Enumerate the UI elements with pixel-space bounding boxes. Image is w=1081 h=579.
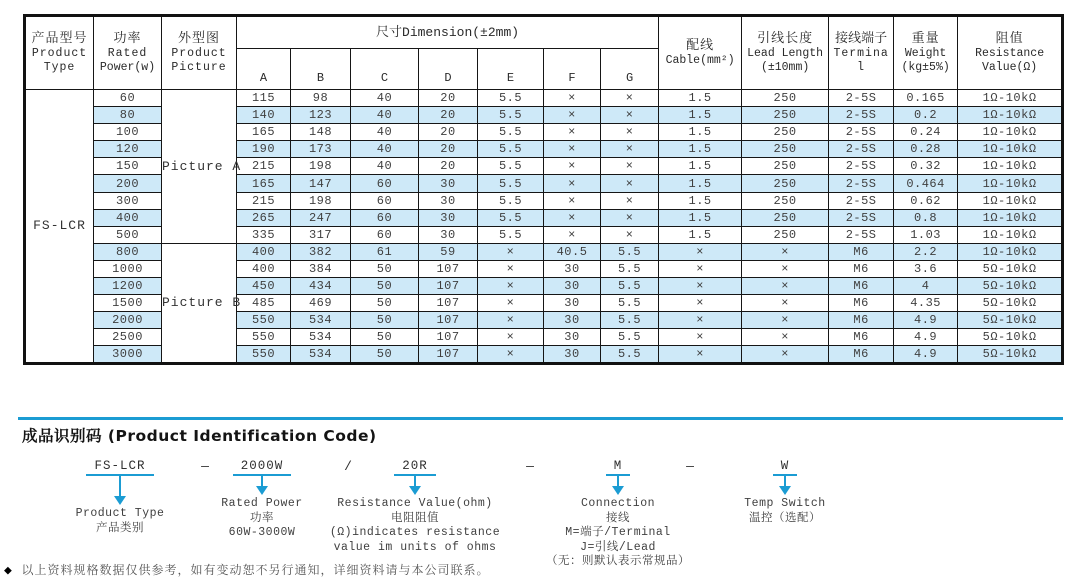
code-segment: 20R: [394, 459, 436, 476]
resistance-cell: 5Ω-10kΩ: [958, 312, 1063, 329]
dim-b-cell: 382: [291, 243, 351, 260]
cable-cell: ×: [659, 312, 742, 329]
weight-cell: 0.62: [894, 192, 958, 209]
dim-c-cell: 50: [351, 260, 419, 277]
power-cell: 120: [94, 141, 162, 158]
power-cell: 1200: [94, 278, 162, 295]
dim-f-cell: ×: [544, 107, 601, 124]
dim-d-cell: 107: [419, 329, 478, 346]
cable-cell: ×: [659, 329, 742, 346]
terminal-cell: M6: [829, 278, 894, 295]
power-cell: 60: [94, 90, 162, 107]
code-label-line: Rated Power: [221, 497, 303, 510]
arrow-stem: [414, 476, 416, 486]
slash-separator: /: [344, 459, 352, 474]
dim-g-cell: ×: [601, 107, 659, 124]
terminal-cell: 2-5S: [829, 192, 894, 209]
dim-c-cell: 40: [351, 90, 419, 107]
dim-g-cell: 5.5: [601, 312, 659, 329]
terminal-cell: M6: [829, 312, 894, 329]
dim-c-cell: 50: [351, 312, 419, 329]
lead-length-cell: 250: [742, 226, 829, 243]
dash-separator: —: [686, 459, 694, 474]
cable-cell: 1.5: [659, 158, 742, 175]
dim-d-cell: 20: [419, 107, 478, 124]
dim-b-cell: 534: [291, 346, 351, 363]
dim-d-cell: 20: [419, 124, 478, 141]
lead-length-cell: ×: [742, 260, 829, 277]
power-cell: 200: [94, 175, 162, 192]
dim-c-cell: 60: [351, 192, 419, 209]
cable-cell: ×: [659, 295, 742, 312]
dim-e-cell: 5.5: [478, 192, 544, 209]
col-header-dim-d: D: [419, 49, 478, 90]
dim-f-cell: 40.5: [544, 243, 601, 260]
dim-c-cell: 40: [351, 158, 419, 175]
cable-cell: ×: [659, 243, 742, 260]
dim-b-cell: 148: [291, 124, 351, 141]
terminal-cell: M6: [829, 260, 894, 277]
dim-e-cell: 5.5: [478, 90, 544, 107]
code-segment: M: [606, 459, 631, 476]
dim-f-cell: ×: [544, 209, 601, 226]
dim-d-cell: 59: [419, 243, 478, 260]
terminal-cell: 2-5S: [829, 209, 894, 226]
dim-a-cell: 140: [237, 107, 291, 124]
dim-a-cell: 450: [237, 278, 291, 295]
dim-d-cell: 30: [419, 226, 478, 243]
dim-f-cell: 30: [544, 295, 601, 312]
terminal-cell: M6: [829, 243, 894, 260]
resistance-cell: 1Ω-10kΩ: [958, 209, 1063, 226]
code-label-line: (Ω)indicates resistance: [329, 526, 501, 539]
spec-table: [23, 14, 1064, 365]
col-header-product-type: 产品型号 Product Type: [25, 16, 94, 90]
code-segment: W: [773, 459, 798, 476]
lead-length-cell: ×: [742, 346, 829, 363]
lead-length-cell: 250: [742, 124, 829, 141]
note-bullet: ◆: [4, 563, 12, 578]
col-header-dim-g: G: [601, 49, 659, 90]
code-part-label: [330, 497, 500, 555]
code-label-line: Product Type: [75, 507, 165, 520]
col-header-cable: 配线 Cable(mm²): [659, 16, 742, 90]
power-cell: 1500: [94, 295, 162, 312]
lead-length-cell: 250: [742, 209, 829, 226]
dim-e-cell: ×: [478, 295, 544, 312]
dim-g-cell: 5.5: [601, 243, 659, 260]
dim-g-cell: 5.5: [601, 278, 659, 295]
dim-b-cell: 434: [291, 278, 351, 295]
dim-e-cell: ×: [478, 329, 544, 346]
lead-length-cell: ×: [742, 329, 829, 346]
picture-cell: Picture B: [162, 243, 237, 363]
resistance-cell: 5Ω-10kΩ: [958, 260, 1063, 277]
dim-d-cell: 107: [419, 295, 478, 312]
weight-cell: 4.9: [894, 329, 958, 346]
dim-a-cell: 550: [237, 312, 291, 329]
code-label-line: value im units of ohms: [333, 540, 497, 554]
cable-cell: 1.5: [659, 107, 742, 124]
dash-separator: —: [526, 459, 534, 474]
dim-g-cell: 5.5: [601, 295, 659, 312]
col-header-dim-f: F: [544, 49, 601, 90]
dim-e-cell: 5.5: [478, 107, 544, 124]
dim-a-cell: 190: [237, 141, 291, 158]
resistance-cell: 1Ω-10kΩ: [958, 226, 1063, 243]
dim-g-cell: ×: [601, 192, 659, 209]
down-arrow-icon: [409, 486, 421, 495]
dim-d-cell: 20: [419, 158, 478, 175]
weight-cell: 0.464: [894, 175, 958, 192]
power-cell: 3000: [94, 346, 162, 363]
code-part-label: [221, 497, 302, 541]
dim-d-cell: 30: [419, 192, 478, 209]
dim-g-cell: ×: [601, 158, 659, 175]
cable-cell: 1.5: [659, 124, 742, 141]
dim-e-cell: 5.5: [478, 141, 544, 158]
power-cell: 800: [94, 243, 162, 260]
resistance-cell: 1Ω-10kΩ: [958, 124, 1063, 141]
dim-b-cell: 534: [291, 329, 351, 346]
table-row: [25, 243, 1063, 260]
lead-length-cell: 250: [742, 158, 829, 175]
col-header-dim-e: E: [478, 49, 544, 90]
dim-f-cell: 30: [544, 260, 601, 277]
code-part-label: [76, 507, 165, 536]
dim-b-cell: 534: [291, 312, 351, 329]
dim-d-cell: 30: [419, 175, 478, 192]
lead-length-cell: ×: [742, 278, 829, 295]
code-label-line: （无：则默认表示常规品）: [546, 555, 690, 568]
id-code-diagram: [0, 459, 1081, 570]
cable-cell: 1.5: [659, 175, 742, 192]
weight-cell: 0.8: [894, 209, 958, 226]
power-cell: 80: [94, 107, 162, 124]
resistance-cell: 5Ω-10kΩ: [958, 329, 1063, 346]
dim-b-cell: 198: [291, 192, 351, 209]
code-label-line: J=引线/Lead: [580, 540, 656, 554]
col-header-weight: 重量 Weight (kg±5%): [894, 16, 958, 90]
down-arrow-icon: [779, 486, 791, 495]
weight-cell: 4: [894, 278, 958, 295]
truncated-note: [4, 561, 1004, 578]
dim-a-cell: 335: [237, 226, 291, 243]
dim-c-cell: 50: [351, 346, 419, 363]
col-header-rated-power: 功率 Rated Power(w): [94, 16, 162, 90]
dim-c-cell: 61: [351, 243, 419, 260]
lead-length-cell: 250: [742, 141, 829, 158]
weight-cell: 0.28: [894, 141, 958, 158]
lead-length-cell: 250: [742, 90, 829, 107]
table-row: [25, 90, 1063, 107]
dim-g-cell: ×: [601, 90, 659, 107]
dim-a-cell: 215: [237, 192, 291, 209]
col-header-resistance: 阻值 Resistance Value(Ω): [958, 16, 1063, 90]
arrow-stem: [119, 476, 121, 496]
col-header-dim-a: A: [237, 49, 291, 90]
product-type-cell: FS-LCR: [25, 90, 94, 364]
cable-cell: ×: [659, 346, 742, 363]
dim-b-cell: 317: [291, 226, 351, 243]
dim-b-cell: 98: [291, 90, 351, 107]
dim-f-cell: ×: [544, 226, 601, 243]
dash-separator: —: [201, 459, 209, 474]
code-label-line: 产品类别: [95, 521, 144, 535]
dim-d-cell: 107: [419, 278, 478, 295]
dim-a-cell: 215: [237, 158, 291, 175]
section-divider-line: [18, 417, 1063, 420]
dim-d-cell: 107: [419, 346, 478, 363]
dim-g-cell: ×: [601, 209, 659, 226]
dim-c-cell: 40: [351, 141, 419, 158]
weight-cell: 3.6: [894, 260, 958, 277]
cable-cell: 1.5: [659, 90, 742, 107]
power-cell: 300: [94, 192, 162, 209]
dim-e-cell: ×: [478, 260, 544, 277]
dim-g-cell: 5.5: [601, 260, 659, 277]
dim-e-cell: 5.5: [478, 209, 544, 226]
power-cell: 100: [94, 124, 162, 141]
resistance-cell: 1Ω-10kΩ: [958, 90, 1063, 107]
down-arrow-icon: [256, 486, 268, 495]
code-segment: FS-LCR: [86, 459, 153, 476]
cable-cell: 1.5: [659, 192, 742, 209]
dim-d-cell: 20: [419, 141, 478, 158]
dim-g-cell: 5.5: [601, 329, 659, 346]
cable-cell: 1.5: [659, 209, 742, 226]
cable-cell: 1.5: [659, 226, 742, 243]
dim-g-cell: 5.5: [601, 346, 659, 363]
dim-a-cell: 550: [237, 329, 291, 346]
code-label-line: Connection: [580, 497, 655, 510]
dim-e-cell: 5.5: [478, 226, 544, 243]
dim-f-cell: ×: [544, 90, 601, 107]
dim-f-cell: 30: [544, 346, 601, 363]
dim-c-cell: 50: [351, 295, 419, 312]
code-label-line: 接线: [606, 511, 630, 525]
dim-c-cell: 50: [351, 278, 419, 295]
power-cell: 2500: [94, 329, 162, 346]
code-part: [695, 459, 875, 526]
dim-a-cell: 400: [237, 243, 291, 260]
cable-cell: ×: [659, 260, 742, 277]
dim-b-cell: 469: [291, 295, 351, 312]
col-header-picture: 外型图 Product Picture: [162, 16, 237, 90]
weight-cell: 4.9: [894, 346, 958, 363]
dim-f-cell: ×: [544, 158, 601, 175]
resistance-cell: 1Ω-10kΩ: [958, 158, 1063, 175]
lead-length-cell: 250: [742, 107, 829, 124]
terminal-cell: 2-5S: [829, 175, 894, 192]
dim-f-cell: 30: [544, 329, 601, 346]
dim-c-cell: 50: [351, 329, 419, 346]
code-label-line: 60W-3000W: [228, 526, 296, 539]
dim-g-cell: ×: [601, 175, 659, 192]
resistance-cell: 1Ω-10kΩ: [958, 107, 1063, 124]
lead-length-cell: ×: [742, 295, 829, 312]
terminal-cell: M6: [829, 346, 894, 363]
terminal-cell: 2-5S: [829, 107, 894, 124]
weight-cell: 0.165: [894, 90, 958, 107]
spec-table-body: [25, 90, 1063, 364]
dim-g-cell: ×: [601, 141, 659, 158]
weight-cell: 0.2: [894, 107, 958, 124]
power-cell: 1000: [94, 260, 162, 277]
dim-c-cell: 40: [351, 124, 419, 141]
code-part-label: [744, 497, 825, 526]
dim-c-cell: 60: [351, 209, 419, 226]
dim-a-cell: 265: [237, 209, 291, 226]
lead-length-cell: ×: [742, 243, 829, 260]
code-label-line: 功率: [249, 511, 274, 525]
dim-d-cell: 20: [419, 90, 478, 107]
code-label-line: 电阻阻值: [390, 511, 439, 525]
dim-a-cell: 165: [237, 175, 291, 192]
down-arrow-icon: [612, 486, 624, 495]
dim-a-cell: 550: [237, 346, 291, 363]
weight-cell: 4.9: [894, 312, 958, 329]
dim-d-cell: 30: [419, 209, 478, 226]
dim-c-cell: 60: [351, 226, 419, 243]
note-text: 以上资料规格数据仅供参考，如有变动恕不另行通知，详细资料请与本公司联系。: [21, 564, 490, 578]
picture-cell: Picture A: [162, 90, 237, 244]
weight-cell: 4.35: [894, 295, 958, 312]
col-header-dim-c: C: [351, 49, 419, 90]
col-header-dimension: 尺寸Dimension(±2mm): [237, 16, 659, 49]
resistance-cell: 5Ω-10kΩ: [958, 278, 1063, 295]
terminal-cell: 2-5S: [829, 141, 894, 158]
dim-f-cell: 30: [544, 278, 601, 295]
power-cell: 500: [94, 226, 162, 243]
dim-d-cell: 107: [419, 260, 478, 277]
code-label-line: Temp Switch: [744, 497, 826, 510]
dim-e-cell: 5.5: [478, 175, 544, 192]
spec-table-header: [25, 16, 1063, 90]
resistance-cell: 1Ω-10kΩ: [958, 243, 1063, 260]
dim-a-cell: 485: [237, 295, 291, 312]
dim-d-cell: 107: [419, 312, 478, 329]
code-label-line: 温控（选配）: [748, 511, 821, 525]
dim-b-cell: 247: [291, 209, 351, 226]
cable-cell: 1.5: [659, 141, 742, 158]
terminal-cell: 2-5S: [829, 158, 894, 175]
dim-f-cell: ×: [544, 124, 601, 141]
dim-e-cell: ×: [478, 312, 544, 329]
dim-b-cell: 384: [291, 260, 351, 277]
terminal-cell: 2-5S: [829, 226, 894, 243]
weight-cell: 1.03: [894, 226, 958, 243]
terminal-cell: 2-5S: [829, 90, 894, 107]
cable-cell: ×: [659, 278, 742, 295]
dim-f-cell: 30: [544, 312, 601, 329]
dim-a-cell: 400: [237, 260, 291, 277]
down-arrow-icon: [114, 496, 126, 505]
lead-length-cell: ×: [742, 312, 829, 329]
dim-e-cell: ×: [478, 346, 544, 363]
dim-c-cell: 40: [351, 107, 419, 124]
code-label-line: Resistance Value(ohm): [337, 497, 493, 510]
dim-e-cell: ×: [478, 243, 544, 260]
dim-c-cell: 60: [351, 175, 419, 192]
code-part-label: [546, 497, 690, 570]
terminal-cell: M6: [829, 329, 894, 346]
col-header-terminal: 接线端子 Terminal: [829, 16, 894, 90]
code-segment: 2000W: [233, 459, 292, 476]
terminal-cell: M6: [829, 295, 894, 312]
dim-b-cell: 123: [291, 107, 351, 124]
dim-e-cell: ×: [478, 278, 544, 295]
dim-f-cell: ×: [544, 175, 601, 192]
dim-f-cell: ×: [544, 192, 601, 209]
dim-b-cell: 198: [291, 158, 351, 175]
power-cell: 400: [94, 209, 162, 226]
dim-g-cell: ×: [601, 124, 659, 141]
lead-length-cell: 250: [742, 192, 829, 209]
weight-cell: 0.24: [894, 124, 958, 141]
dim-a-cell: 165: [237, 124, 291, 141]
dim-f-cell: ×: [544, 141, 601, 158]
power-cell: 2000: [94, 312, 162, 329]
resistance-cell: 5Ω-10kΩ: [958, 346, 1063, 363]
arrow-stem: [261, 476, 263, 486]
power-cell: 150: [94, 158, 162, 175]
col-header-lead-length: 引线长度 Lead Length (±10mm): [742, 16, 829, 90]
weight-cell: 2.2: [894, 243, 958, 260]
dim-b-cell: 147: [291, 175, 351, 192]
dim-e-cell: 5.5: [478, 124, 544, 141]
resistance-cell: 1Ω-10kΩ: [958, 175, 1063, 192]
dim-g-cell: ×: [601, 226, 659, 243]
dim-e-cell: 5.5: [478, 158, 544, 175]
code-label-line: M=端子/Terminal: [565, 526, 671, 539]
arrow-stem: [784, 476, 786, 486]
dim-b-cell: 173: [291, 141, 351, 158]
col-header-dim-b: B: [291, 49, 351, 90]
resistance-cell: 1Ω-10kΩ: [958, 192, 1063, 209]
resistance-cell: 5Ω-10kΩ: [958, 295, 1063, 312]
arrow-stem: [617, 476, 619, 486]
section-title: 成品识别码 (Product Identification Code): [22, 427, 377, 445]
resistance-cell: 1Ω-10kΩ: [958, 141, 1063, 158]
weight-cell: 0.32: [894, 158, 958, 175]
terminal-cell: 2-5S: [829, 124, 894, 141]
lead-length-cell: 250: [742, 175, 829, 192]
dim-a-cell: 115: [237, 90, 291, 107]
